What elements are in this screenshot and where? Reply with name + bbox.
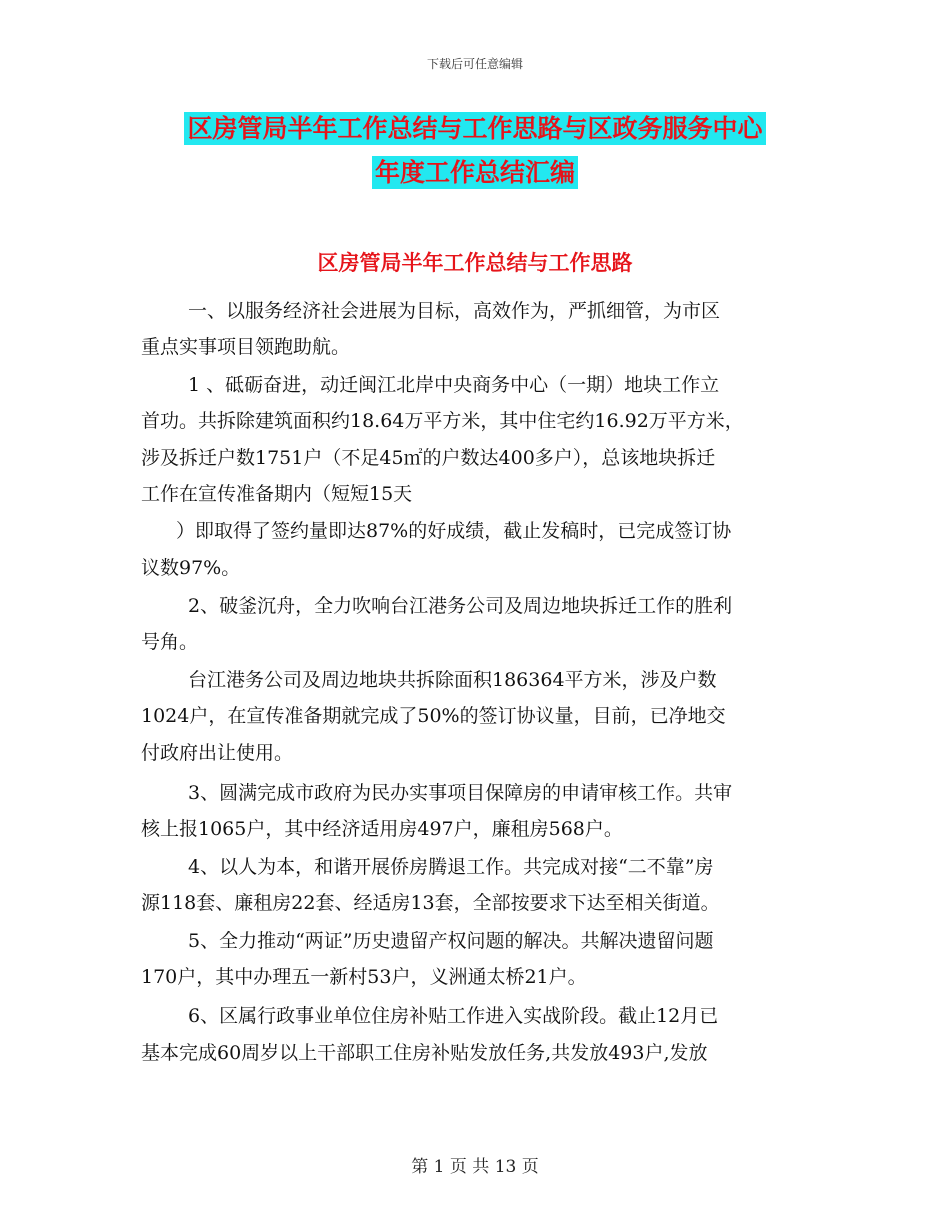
body-line: 付政府出让使用。: [141, 742, 294, 764]
page-footer: 第 1 页 共 13 页: [411, 1157, 539, 1177]
body-line: 3、圆满完成市政府为民办实事项目保障房的申请审核工作。共审: [188, 782, 733, 804]
body-line: 4、以人为本，和谐开展侨房腾退工作。共完成对接“二不靠”房: [188, 856, 714, 878]
header-note: 下载后可任意编辑: [426, 57, 523, 71]
title-highlight-1: 区房管局半年工作总结与工作思路与区政务服务中心: [184, 112, 765, 145]
body-line: 工作在宣传准备期内（短短15天: [141, 483, 413, 505]
body-line: 1024户，在宣传准备期就完成了50%的签订协议量，目前，已净地交: [141, 705, 726, 727]
body-line: ）即取得了签约量即达87%的好成绩，截止发稿时，已完成签订协: [176, 520, 732, 542]
body-line: 1 、砥砺奋进，动迁闽江北岸中央商务中心（一期）地块工作立: [188, 374, 720, 396]
body-line: 2、破釜沉舟，全力吹响台江港务公司及周边地块拆迁工作的胜利: [188, 595, 733, 617]
body-line: 源118套、廉租房22套、经适房13套，全部按要求下达至相关街道。: [141, 892, 720, 914]
document-title-line-2: [0, 156, 950, 190]
document-title-line-1: [0, 112, 950, 146]
body-line: 6、区属行政事业单位住房补贴工作进入实战阶段。截止12月已: [188, 1005, 719, 1027]
body-line: 核上报1065户，其中经济适用房497户，廉租房568户。: [141, 818, 623, 840]
body-line: 号角。: [141, 631, 199, 653]
body-line: 重点实事项目领跑助航。: [141, 336, 351, 358]
body-line: 5、全力推动“两证”历史遗留产权问题的解决。共解决遗留问题: [188, 930, 714, 952]
body-line: 170户，其中办理五一新村53户，义洲通太桥21户。: [141, 966, 587, 988]
body-line: 一、以服务经济社会进展为目标，高效作为，严抓细管，为市区: [188, 300, 721, 322]
body-line: 首功。共拆除建筑面积约18.64万平方米，其中住宅约16.92万平方米，: [141, 410, 744, 432]
body-line: 涉及拆迁户数1751户（不足45㎡的户数达400多户），总该地块拆迁: [141, 447, 716, 469]
title-highlight-2: 年度工作总结汇编: [372, 156, 578, 189]
body-line: 基本完成60周岁以上干部职工住房补贴发放任务,共发放493户,发放: [141, 1042, 708, 1064]
body-line: 议数97%。: [141, 557, 241, 579]
body-line: 台江港务公司及周边地块共拆除面积186364平方米，涉及户数: [188, 669, 717, 691]
section-title: 区房管局半年工作总结与工作思路: [317, 251, 633, 275]
